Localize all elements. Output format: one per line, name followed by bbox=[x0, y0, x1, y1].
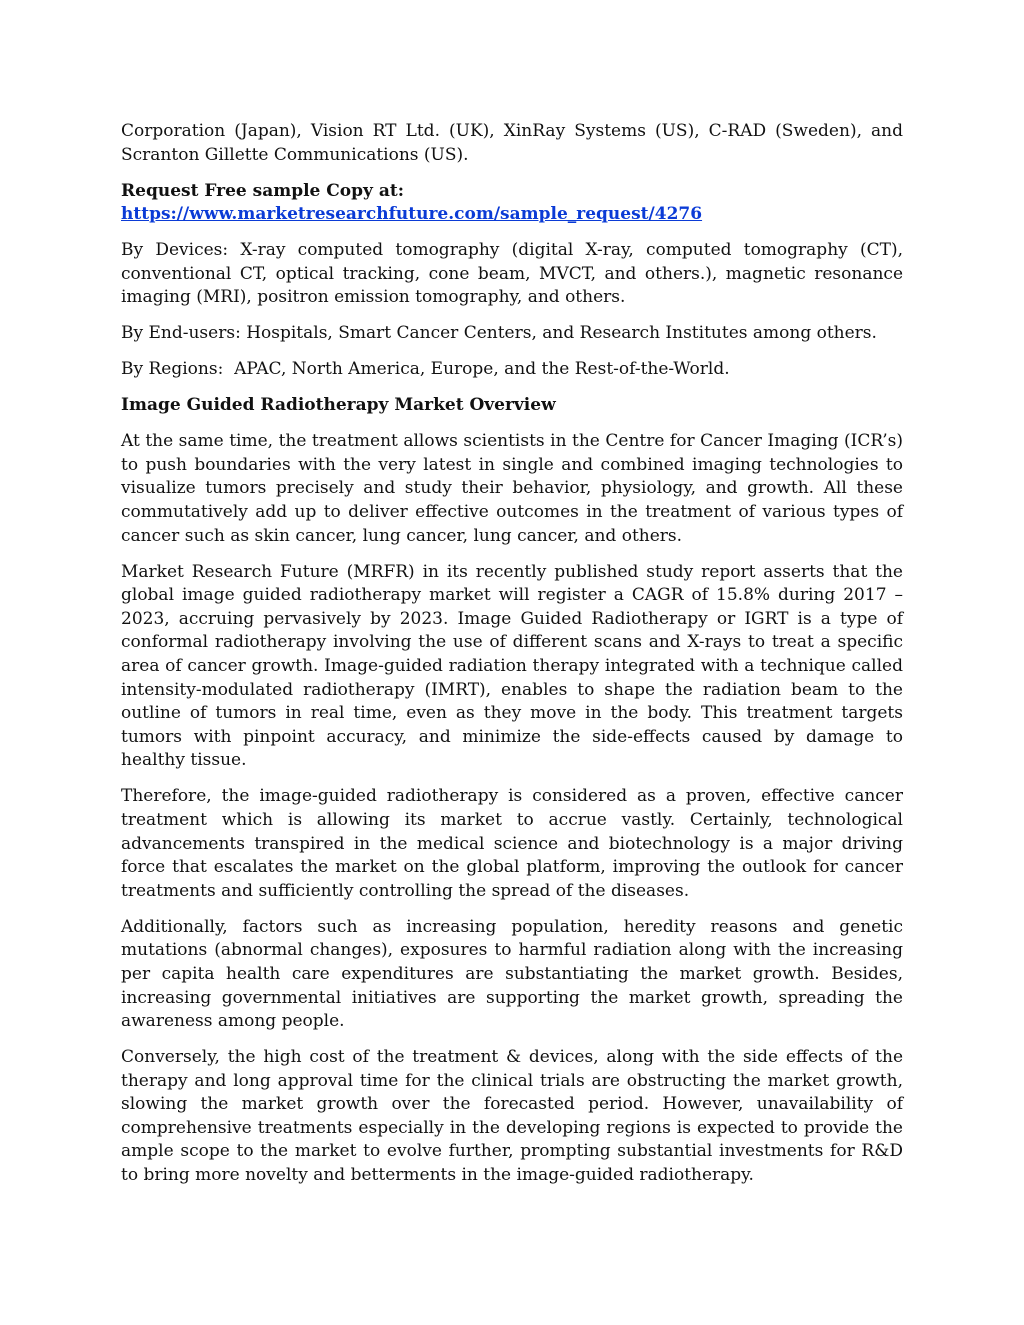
by-end-users-paragraph: By End-users: Hospitals, Smart Cancer Centers, and Research Institutes among others. bbox=[121, 323, 877, 344]
overview-paragraph-5: Conversely, the high cost of the treatment & devices, along with the side effects of the therapy and long approval time for the clinical trials are obstructing the market growth, slowing the market growth over the forecasted period. However, unavailability of comprehensive treatments especially in the developing regions is expected to provide the ample scope to the market to evolve further, prompting substantial investments for R&D to bring more novelty and betterments in the image-guided radiotherapy. bbox=[121, 1047, 903, 1186]
overview-paragraph-1: At the same time, the treatment allows scientists in the Centre for Cancer Imaging (ICR’s) to push boundaries with the very latest in single and combined imaging technologies to visualize tumors precisely and study their behavior, physiology, and growth. All these commutatively add up to deliver effective outcomes in the treatment of various types of cancer such as skin cancer, lung cancer, lung cancer, and others. bbox=[121, 431, 903, 546]
request-sample-label: Request Free sample Copy at: bbox=[121, 180, 404, 201]
by-regions-paragraph: By Regions: APAC, North America, Europe, and the Rest-of-the-World. bbox=[121, 359, 730, 380]
request-sample-block bbox=[121, 180, 903, 227]
request-sample-link[interactable]: https://www.marketresearchfuture.com/sample_request/4276 bbox=[121, 204, 703, 225]
intro-continuation-paragraph: Corporation (Japan), Vision RT Ltd. (UK), XinRay Systems (US), C-RAD (Sweden), and Scranton Gillette Communications (US). bbox=[121, 121, 903, 165]
overview-paragraph-4: Additionally, factors such as increasing population, heredity reasons and genetic mutations (abnormal changes), exposures to harmful radiation along with the increasing per capita health care expenditures are substantiating the market growth. Besides, increasing governmental initiatives are supporting the market growth, spreading the awareness among people. bbox=[121, 916, 903, 1032]
document-page bbox=[121, 120, 903, 1200]
overview-paragraph-3: Therefore, the image-guided radiotherapy is considered as a proven, effective cancer treatment which is allowing its market to accrue vastly. Certainly, technological advancements transpired in the medical science and biotechnology is a major driving force that escalates the market on the global platform, improving the outlook for cancer treatments and sufficiently controlling the spread of the diseases. bbox=[121, 786, 903, 901]
overview-paragraph-2: Market Research Future (MRFR) in its recently published study report asserts that the global image guided radiotherapy market will register a CAGR of 15.8% during 2017 – 2023, accruing pervasively by 2023. Image Guided Radiotherapy or IGRT is a type of conformal radiotherapy involving the use of different scans and X-rays to treat a specific area of cancer growth. Image-guided radiation therapy integrated with a technique called intensity-modulated radiotherapy (IMRT), enables to shape the radiation beam to the outline of tumors in real time, even as they move in the body. This treatment targets tumors with pinpoint accuracy, and minimize the side-effects caused by damage to healthy tissue. bbox=[121, 561, 903, 771]
overview-heading: Image Guided Radiotherapy Market Overview bbox=[121, 395, 556, 416]
by-devices-paragraph: By Devices: X-ray computed tomography (digital X-ray, computed tomography (CT), conventional CT, optical tracking, cone beam, MVCT, and others.), magnetic resonance imaging (MRI), positron emission tomography, and others. bbox=[121, 240, 903, 308]
